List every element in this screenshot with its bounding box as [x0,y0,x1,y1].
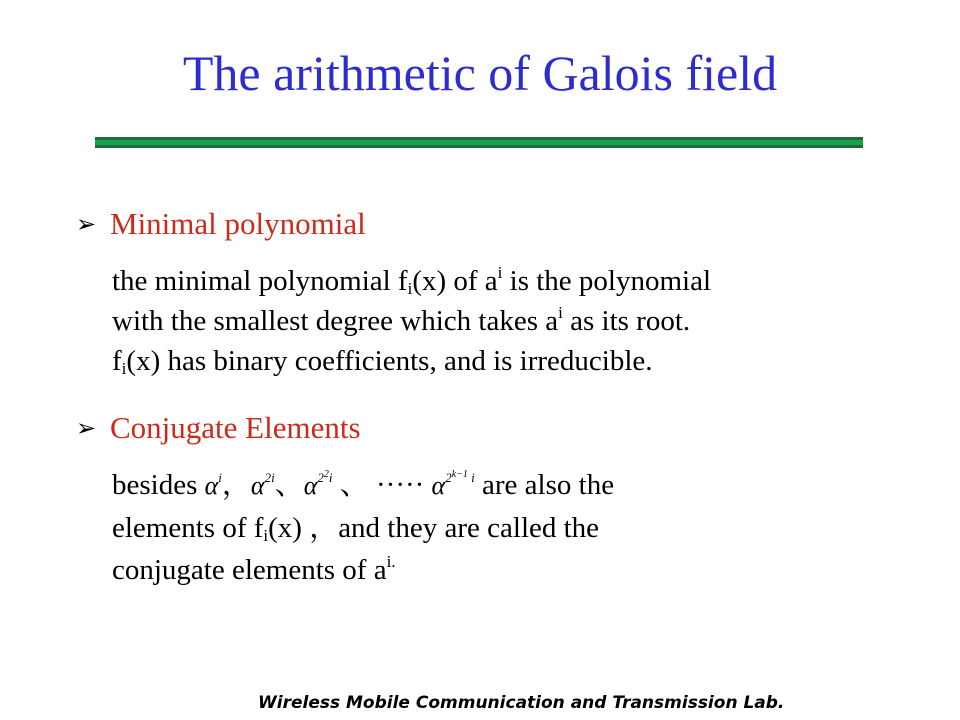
exponent-tail: i [328,470,333,485]
exponent: i [218,470,222,485]
paragraph-conjugate-elements [112,464,614,591]
alpha-power-2-squared-i [304,465,333,507]
paragraph-line [112,549,614,591]
bullet-minimal-polynomial [76,206,366,242]
paragraph-line [112,464,614,507]
alpha-symbol: α [303,471,318,500]
paragraph-line [112,507,614,549]
text-run: as its root. [562,305,691,337]
text-run: with the smallest degree which takes a [112,305,559,337]
text-run: conjugate elements of a [112,554,387,586]
title-underline [95,137,863,149]
superscript: i [558,303,563,322]
exponent-base: 2 [317,470,324,485]
paragraph-minimal-polynomial [112,261,711,381]
text-run: f [112,345,122,377]
exponent-power: 2 [323,469,329,480]
subscript: i [121,359,127,378]
text-run: is the polynomial [502,265,712,297]
paragraph-line [112,301,711,341]
exponent: 2i [264,470,275,485]
text-run: (x) ，and they are called the [268,512,600,544]
separator: 、 ····· [339,469,425,501]
bullet-conjugate-elements [76,410,361,446]
exponent-tail: i [467,470,475,485]
separator: 、 [274,469,304,501]
alpha-symbol: α [250,471,265,500]
heading-conjugate-elements: Conjugate Elements [110,410,361,445]
paragraph-line [112,341,711,381]
alpha-symbol: α [204,471,219,500]
text-run: (x) of a [412,265,498,297]
text-run: are also the [474,469,615,501]
alpha-power-2-k-minus-1-i [432,465,475,507]
text-run: (x) has binary coefficients, and is irreducible. [126,345,653,377]
alpha-power-i [205,465,222,507]
exponent-power: k−1 [451,469,468,480]
alpha-symbol: α [431,471,446,500]
text-run: elements of f [112,512,264,544]
subscript: i [407,279,413,298]
arrow-bullet-icon: ➢ [76,414,97,442]
text-run: the minimal polynomial f [112,265,408,297]
separator: ， [221,469,251,501]
slide-title: The arithmetic of Galois field [182,45,778,101]
arrow-bullet-icon: ➢ [76,210,97,238]
paragraph-line [112,261,711,301]
heading-minimal-polynomial: Minimal polynomial [110,206,366,241]
superscript: i [497,263,503,282]
alpha-power-2i [251,465,275,507]
underline-dark-bottom [95,145,863,148]
exponent-base: 2 [445,470,452,485]
text-run: besides [112,469,198,501]
footer-lab-name: Wireless Mobile Communication and Transmission Lab. [258,693,785,713]
superscript: i. [386,552,396,571]
subscript: i [263,526,269,545]
